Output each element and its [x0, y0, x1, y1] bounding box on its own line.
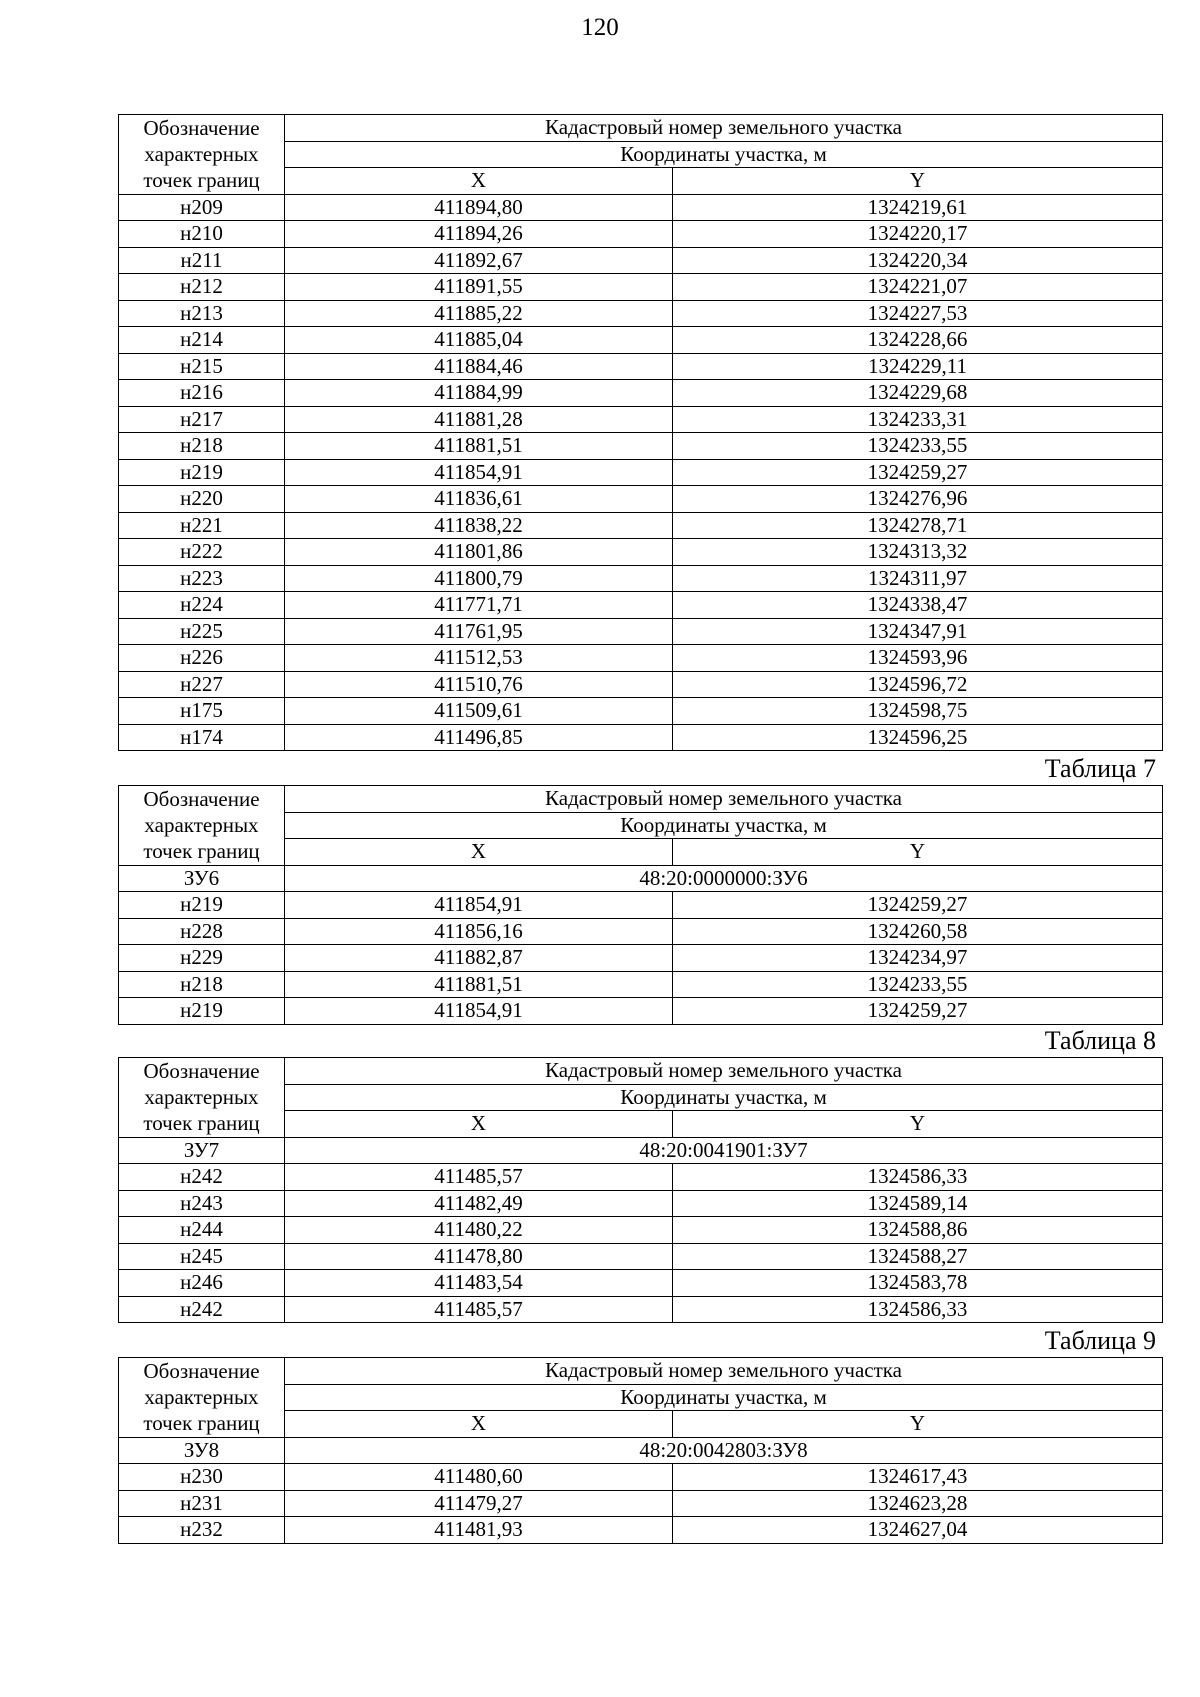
point-id-cell: н218 [119, 971, 285, 998]
header-line-2: характерных [144, 1385, 259, 1410]
table-row [119, 353, 1163, 380]
x-coordinate-cell: 411479,27 [285, 1490, 673, 1517]
point-id-cell: н217 [119, 406, 285, 433]
y-coordinate-cell: 1324229,68 [673, 380, 1163, 407]
table-row [119, 1164, 1163, 1191]
table-row [119, 945, 1163, 972]
header-line-1: Обозначение [143, 116, 260, 141]
y-coordinate-cell: 1324234,97 [673, 945, 1163, 972]
point-designation-header [119, 786, 285, 866]
y-coordinate-cell: 1324588,86 [673, 1217, 1163, 1244]
point-id-cell: н221 [119, 512, 285, 539]
point-id-cell: н229 [119, 945, 285, 972]
header-line-1: Обозначение [143, 1059, 260, 1084]
table-row [119, 1270, 1163, 1297]
table-row [119, 998, 1163, 1025]
table-row [119, 1243, 1163, 1270]
table-body [119, 892, 1163, 1025]
x-coordinate-cell: 411512,53 [285, 645, 673, 672]
point-id-cell: н224 [119, 592, 285, 619]
x-coordinate-cell: 411882,87 [285, 945, 673, 972]
point-id-cell: н219 [119, 459, 285, 486]
y-coordinate-cell: 1324596,72 [673, 671, 1163, 698]
point-id-cell: н228 [119, 918, 285, 945]
table-row [119, 892, 1163, 919]
plot-cadastral-number: 48:20:0041901:ЗУ7 [285, 1137, 1163, 1164]
y-coordinate-cell: 1324617,43 [673, 1464, 1163, 1491]
header-line-3: точек границ [143, 1111, 260, 1136]
table-row [119, 1464, 1163, 1491]
x-coordinate-cell: 411836,61 [285, 486, 673, 513]
x-coordinate-cell: 411510,76 [285, 671, 673, 698]
point-id-cell: н246 [119, 1270, 285, 1297]
y-coordinate-cell: 1324220,17 [673, 221, 1163, 248]
y-coordinate-cell: 1324311,97 [673, 565, 1163, 592]
y-coordinate-cell: 1324347,91 [673, 618, 1163, 645]
point-id-cell: н210 [119, 221, 285, 248]
table-row [119, 698, 1163, 725]
point-id-cell: н243 [119, 1190, 285, 1217]
y-coordinate-cell: 1324589,14 [673, 1190, 1163, 1217]
point-id-cell: н211 [119, 247, 285, 274]
plot-label: ЗУ8 [119, 1437, 285, 1464]
header-line-2: характерных [144, 1085, 259, 1110]
x-coordinate-cell: 411881,28 [285, 406, 673, 433]
cadastral-number-header: Кадастровый номер земельного участка [285, 115, 1163, 142]
x-coordinate-cell: 411480,22 [285, 1217, 673, 1244]
header-line-2: характерных [144, 142, 259, 167]
cadastral-number-header: Кадастровый номер земельного участка [285, 786, 1163, 813]
y-coordinate-cell: 1324586,33 [673, 1164, 1163, 1191]
x-coordinate-cell: 411856,16 [285, 918, 673, 945]
plot-cadastral-number: 48:20:0000000:ЗУ6 [285, 865, 1163, 892]
x-header: X [285, 1111, 673, 1138]
x-coordinate-cell: 411485,57 [285, 1164, 673, 1191]
coordinates-table-9 [118, 1357, 1162, 1544]
table-row [119, 433, 1163, 460]
y-coordinate-cell: 1324627,04 [673, 1517, 1163, 1544]
y-coordinate-cell: 1324586,33 [673, 1296, 1163, 1323]
table-row [119, 459, 1163, 486]
table-row [119, 486, 1163, 513]
table-7-caption: Таблица 7 [1044, 754, 1156, 783]
x-header: X [285, 168, 673, 195]
x-coordinate-cell: 411884,46 [285, 353, 673, 380]
table-body [119, 194, 1163, 751]
y-coordinate-cell: 1324220,34 [673, 247, 1163, 274]
table-row [119, 1490, 1163, 1517]
point-id-cell: н174 [119, 724, 285, 751]
point-id-cell: н242 [119, 1164, 285, 1191]
coordinates-header: Координаты участка, м [285, 812, 1163, 839]
table-row [119, 565, 1163, 592]
table-row [119, 618, 1163, 645]
y-coordinate-cell: 1324233,31 [673, 406, 1163, 433]
point-id-cell: н218 [119, 433, 285, 460]
table-row [119, 406, 1163, 433]
x-coordinate-cell: 411509,61 [285, 698, 673, 725]
x-coordinate-cell: 411854,91 [285, 892, 673, 919]
header-line-1: Обозначение [143, 787, 260, 812]
x-coordinate-cell: 411894,26 [285, 221, 673, 248]
x-coordinate-cell: 411480,60 [285, 1464, 673, 1491]
point-id-cell: н223 [119, 565, 285, 592]
cadastral-number-header: Кадастровый номер земельного участка [285, 1358, 1163, 1385]
table-row [119, 300, 1163, 327]
x-coordinate-cell: 411481,93 [285, 1517, 673, 1544]
y-header: Y [673, 1111, 1163, 1138]
point-id-cell: н212 [119, 274, 285, 301]
x-coordinate-cell: 411483,54 [285, 1270, 673, 1297]
table-row [119, 724, 1163, 751]
x-coordinate-cell: 411881,51 [285, 433, 673, 460]
point-id-cell: н213 [119, 300, 285, 327]
x-coordinate-cell: 411496,85 [285, 724, 673, 751]
y-coordinate-cell: 1324593,96 [673, 645, 1163, 672]
x-coordinate-cell: 411854,91 [285, 998, 673, 1025]
point-id-cell: н219 [119, 998, 285, 1025]
y-coordinate-cell: 1324598,75 [673, 698, 1163, 725]
table-row [119, 645, 1163, 672]
x-header: X [285, 839, 673, 866]
table-row [119, 1217, 1163, 1244]
y-coordinate-cell: 1324588,27 [673, 1243, 1163, 1270]
y-coordinate-cell: 1324338,47 [673, 592, 1163, 619]
header-line-1: Обозначение [143, 1359, 260, 1384]
table-row [119, 1190, 1163, 1217]
point-id-cell: н225 [119, 618, 285, 645]
x-coordinate-cell: 411771,71 [285, 592, 673, 619]
table-row [119, 918, 1163, 945]
y-coordinate-cell: 1324221,07 [673, 274, 1163, 301]
table-row [119, 592, 1163, 619]
table-row [119, 194, 1163, 221]
table-row [119, 539, 1163, 566]
x-coordinate-cell: 411881,51 [285, 971, 673, 998]
point-designation-header [119, 1058, 285, 1138]
header-line-3: точек границ [143, 839, 260, 864]
table-9-caption: Таблица 9 [1044, 1326, 1156, 1355]
y-coordinate-cell: 1324233,55 [673, 971, 1163, 998]
y-coordinate-cell: 1324583,78 [673, 1270, 1163, 1297]
plot-label: ЗУ6 [119, 865, 285, 892]
point-id-cell: н209 [119, 194, 285, 221]
x-coordinate-cell: 411485,57 [285, 1296, 673, 1323]
y-coordinate-cell: 1324259,27 [673, 892, 1163, 919]
x-coordinate-cell: 411885,04 [285, 327, 673, 354]
point-id-cell: н222 [119, 539, 285, 566]
x-coordinate-cell: 411894,80 [285, 194, 673, 221]
point-id-cell: н232 [119, 1517, 285, 1544]
coordinates-header: Координаты участка, м [285, 1384, 1163, 1411]
y-coordinate-cell: 1324623,28 [673, 1490, 1163, 1517]
point-id-cell: н244 [119, 1217, 285, 1244]
point-id-cell: н226 [119, 645, 285, 672]
x-header: X [285, 1411, 673, 1438]
table-row [119, 380, 1163, 407]
point-id-cell: н219 [119, 892, 285, 919]
x-coordinate-cell: 411885,22 [285, 300, 673, 327]
point-id-cell: н220 [119, 486, 285, 513]
table-row [119, 1517, 1163, 1544]
table-row [119, 671, 1163, 698]
x-coordinate-cell: 411892,67 [285, 247, 673, 274]
header-line-2: характерных [144, 813, 259, 838]
y-coordinate-cell: 1324259,27 [673, 459, 1163, 486]
point-id-cell: н175 [119, 698, 285, 725]
y-coordinate-cell: 1324313,32 [673, 539, 1163, 566]
x-coordinate-cell: 411891,55 [285, 274, 673, 301]
table-row [119, 274, 1163, 301]
header-line-3: точек границ [143, 1411, 260, 1436]
y-coordinate-cell: 1324227,53 [673, 300, 1163, 327]
cadastral-number-header: Кадастровый номер земельного участка [285, 1058, 1163, 1085]
point-id-cell: н245 [119, 1243, 285, 1270]
y-coordinate-cell: 1324233,55 [673, 433, 1163, 460]
page-number: 120 [581, 14, 619, 41]
table-row [119, 512, 1163, 539]
point-id-cell: н230 [119, 1464, 285, 1491]
y-coordinate-cell: 1324259,27 [673, 998, 1163, 1025]
point-id-cell: н242 [119, 1296, 285, 1323]
y-header: Y [673, 168, 1163, 195]
table-row [119, 971, 1163, 998]
x-coordinate-cell: 411854,91 [285, 459, 673, 486]
x-coordinate-cell: 411478,80 [285, 1243, 673, 1270]
table-body [119, 1164, 1163, 1323]
x-coordinate-cell: 411800,79 [285, 565, 673, 592]
coordinates-table-7 [118, 785, 1162, 1025]
plot-label: ЗУ7 [119, 1137, 285, 1164]
coordinates-header: Координаты участка, м [285, 1084, 1163, 1111]
y-header: Y [673, 839, 1163, 866]
y-coordinate-cell: 1324278,71 [673, 512, 1163, 539]
x-coordinate-cell: 411761,95 [285, 618, 673, 645]
point-designation-header [119, 1358, 285, 1438]
table-row [119, 247, 1163, 274]
coordinates-header: Координаты участка, м [285, 141, 1163, 168]
coordinates-table-8 [118, 1057, 1162, 1323]
table-8-caption: Таблица 8 [1044, 1026, 1156, 1055]
y-coordinate-cell: 1324276,96 [673, 486, 1163, 513]
coordinates-table-continued [118, 114, 1162, 751]
table-body [119, 1464, 1163, 1544]
y-coordinate-cell: 1324229,11 [673, 353, 1163, 380]
table-row [119, 327, 1163, 354]
x-coordinate-cell: 411801,86 [285, 539, 673, 566]
point-id-cell: н231 [119, 1490, 285, 1517]
header-line-3: точек границ [143, 168, 260, 193]
x-coordinate-cell: 411838,22 [285, 512, 673, 539]
y-coordinate-cell: 1324260,58 [673, 918, 1163, 945]
y-coordinate-cell: 1324228,66 [673, 327, 1163, 354]
point-id-cell: н227 [119, 671, 285, 698]
plot-cadastral-number: 48:20:0042803:ЗУ8 [285, 1437, 1163, 1464]
table-row [119, 221, 1163, 248]
y-header: Y [673, 1411, 1163, 1438]
table-row [119, 1296, 1163, 1323]
x-coordinate-cell: 411884,99 [285, 380, 673, 407]
point-designation-header [119, 115, 285, 195]
point-id-cell: н214 [119, 327, 285, 354]
y-coordinate-cell: 1324596,25 [673, 724, 1163, 751]
point-id-cell: н216 [119, 380, 285, 407]
point-id-cell: н215 [119, 353, 285, 380]
y-coordinate-cell: 1324219,61 [673, 194, 1163, 221]
x-coordinate-cell: 411482,49 [285, 1190, 673, 1217]
